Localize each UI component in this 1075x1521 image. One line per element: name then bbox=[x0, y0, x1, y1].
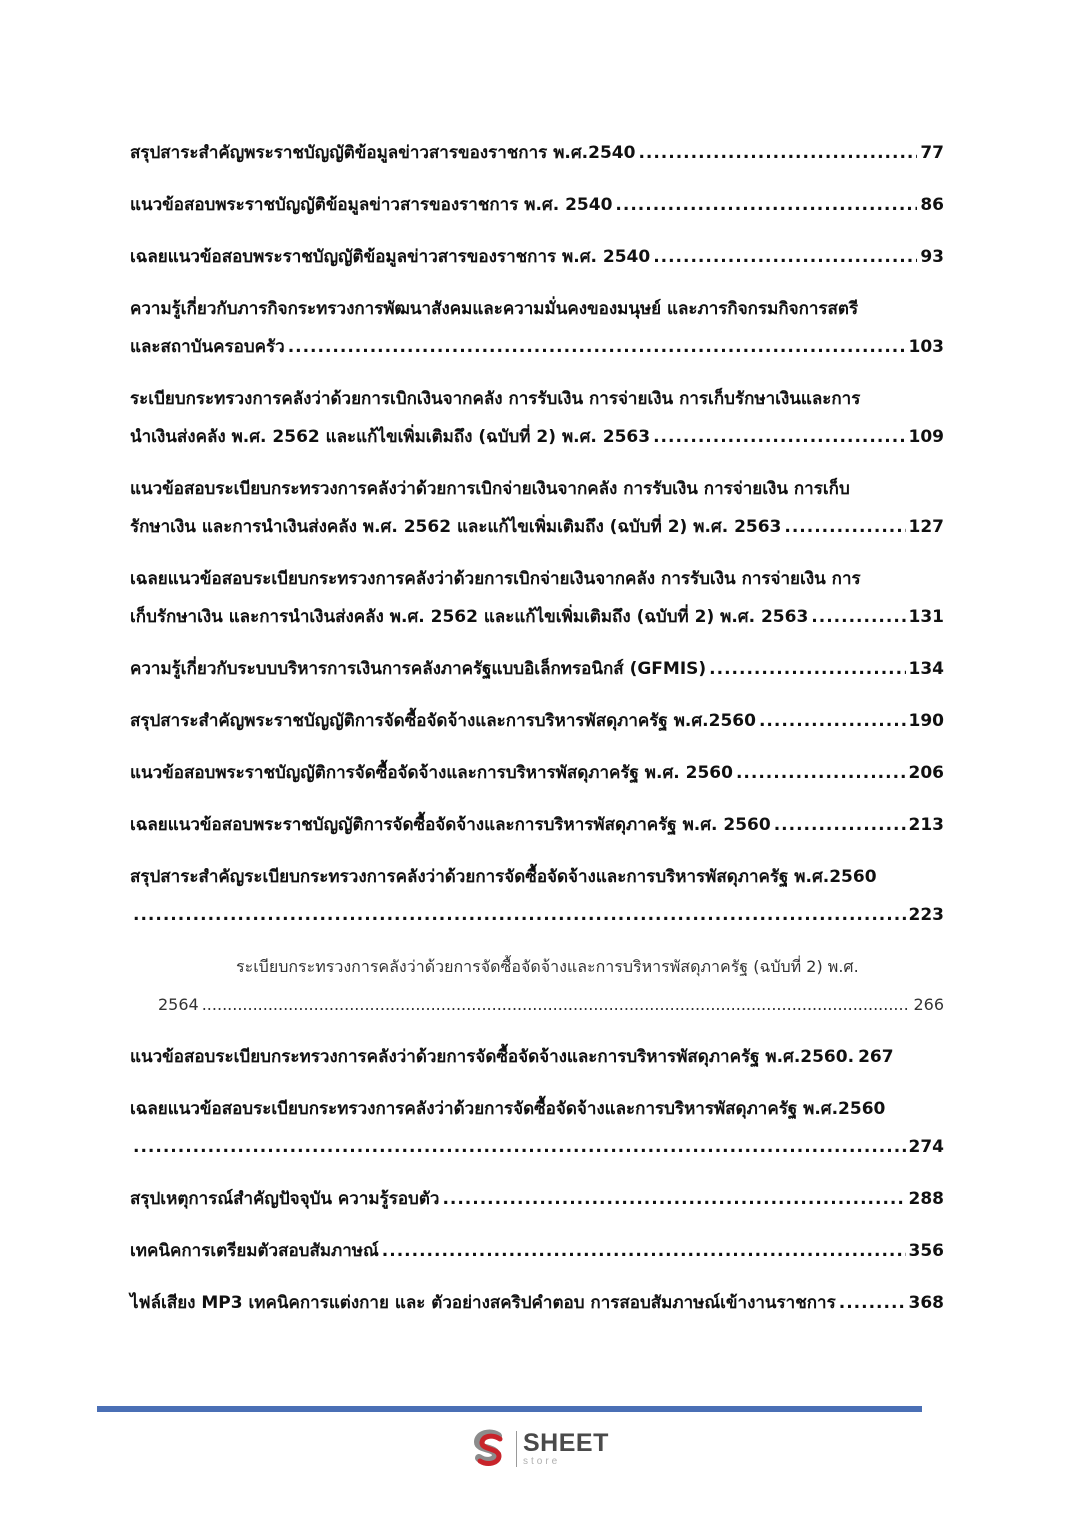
toc-page-number: 213 bbox=[908, 815, 944, 835]
toc-entry-title: สรุปเหตุการณ์สำคัญปัจจุบัน ความรู้รอบตัว bbox=[130, 1189, 440, 1209]
logo-divider bbox=[516, 1431, 517, 1467]
toc-page-number: 356 bbox=[908, 1241, 944, 1261]
toc-page-number: 223 bbox=[908, 905, 944, 925]
toc-page-number: 134 bbox=[908, 659, 944, 679]
toc-entry[interactable] bbox=[130, 186, 944, 224]
toc-entry[interactable] bbox=[130, 858, 944, 934]
toc-page-number: 190 bbox=[908, 711, 944, 731]
toc-entry-title-line2: 2564 bbox=[158, 995, 199, 1014]
toc-entry-title: แนวข้อสอบพระราชบัญญัติข้อมูลข่าวสารของราชการ พ.ศ. 2540 bbox=[130, 195, 613, 215]
dot-leader bbox=[811, 598, 905, 636]
toc-entry-title: เฉลยแนวข้อสอบพระราชบัญญัติการจัดซื้อจัดจ้างและการบริหารพัสดุภาครัฐ พ.ศ. 2560 bbox=[130, 815, 771, 835]
dot-leader bbox=[202, 986, 911, 1024]
dot-leader bbox=[382, 1232, 906, 1270]
dot-leader bbox=[784, 508, 905, 546]
toc-page-number: 103 bbox=[908, 337, 944, 357]
toc-entry-title-line2: เก็บรักษาเงิน และการนำเงินส่งคลัง พ.ศ. 2562 และแก้ไขเพิ่มเติมถึง (ฉบับที่ 2) พ.ศ. 2563 bbox=[130, 607, 809, 627]
dot-leader bbox=[615, 186, 917, 224]
toc-entry[interactable] bbox=[130, 650, 944, 688]
toc-page-number: 77 bbox=[920, 143, 944, 163]
toc-page-number: 131 bbox=[908, 607, 944, 627]
dot-leader bbox=[653, 418, 905, 456]
toc-entry-title: สรุปสาระสำคัญพระราชบัญญัติการจัดซื้อจัดจ้างและการบริหารพัสดุภาครัฐ พ.ศ.2560 bbox=[130, 711, 756, 731]
toc-entry-title-line1: ระเบียบกระทรวงการคลังว่าด้วยการเบิกเงินจากคลัง การรับเงิน การจ่ายเงิน การเก็บรักษาเงินและการ bbox=[130, 389, 861, 409]
toc-page-number: 127 bbox=[908, 517, 944, 537]
toc-entry-title-line1: สรุปสาระสำคัญระเบียบกระทรวงการคลังว่าด้วยการจัดซื้อจัดจ้างและการบริหารพัสดุภาครัฐ พ.ศ.2560 bbox=[130, 867, 877, 887]
toc-entry-title-line1: เฉลยแนวข้อสอบระเบียบกระทรวงการคลังว่าด้วยการจัดซื้อจัดจ้างและการบริหารพัสดุภาครัฐ พ.ศ.2560 bbox=[130, 1099, 886, 1119]
dot-leader bbox=[709, 650, 905, 688]
toc-entry-title: สรุปสาระสำคัญพระราชบัญญัติข้อมูลข่าวสารของราชการ พ.ศ.2540 bbox=[130, 143, 636, 163]
toc-entry-title: เทคนิคการเตรียมตัวสอบสัมภาษณ์ bbox=[130, 1241, 379, 1261]
toc-entry[interactable] bbox=[130, 134, 944, 172]
toc-entry-title: ไฟล์เสียง MP3 เทคนิคการแต่งกาย และ ตัวอย่างสคริปคำตอบ การสอบสัมภาษณ์เข้างานราชการ bbox=[130, 1293, 836, 1313]
toc-entry-title: ความรู้เกี่ยวกับระบบบริหารการเงินการคลังภาครัฐแบบอิเล็กทรอนิกส์ (GFMIS) bbox=[130, 659, 707, 679]
toc-entry[interactable] bbox=[130, 1038, 944, 1076]
toc-entry[interactable] bbox=[130, 560, 944, 636]
logo-brand-sub: store bbox=[523, 1456, 561, 1467]
sheet-store-logo bbox=[468, 1428, 609, 1470]
toc-page-number: 267 bbox=[858, 1047, 894, 1067]
logo-text bbox=[523, 1431, 609, 1467]
toc-entry-title-line2: นำเงินส่งคลัง พ.ศ. 2562 และแก้ไขเพิ่มเติมถึง (ฉบับที่ 2) พ.ศ. 2563 bbox=[130, 427, 651, 447]
toc-page-number: 206 bbox=[908, 763, 944, 783]
toc-entry-title-line1: ความรู้เกี่ยวกับภารกิจกระทรวงการพัฒนาสังคมและความมั่นคงของมนุษย์ และภารกิจกรมกิจการสตรี bbox=[130, 299, 859, 319]
dot-leader bbox=[442, 1180, 905, 1218]
toc-entry[interactable] bbox=[130, 238, 944, 276]
toc-entry[interactable] bbox=[130, 1180, 944, 1218]
toc-entry-title-line1: เฉลยแนวข้อสอบระเบียบกระทรวงการคลังว่าด้วยการเบิกจ่ายเงินจากคลัง การรับเงิน การจ่ายเงิน การ bbox=[130, 569, 861, 589]
dot-leader bbox=[839, 1284, 906, 1322]
toc-entry[interactable] bbox=[130, 380, 944, 456]
toc-entry[interactable] bbox=[130, 702, 944, 740]
toc-entry[interactable] bbox=[130, 1090, 944, 1166]
logo-brand: SHEET bbox=[523, 1429, 609, 1457]
dot-leader bbox=[759, 702, 906, 740]
toc-entry[interactable] bbox=[130, 754, 944, 792]
toc-entry[interactable] bbox=[130, 1232, 944, 1270]
toc-entry-title: เฉลยแนวข้อสอบพระราชบัญญัติข้อมูลข่าวสารของราชการ พ.ศ. 2540 bbox=[130, 247, 651, 267]
toc-entry-title-line1: แนวข้อสอบระเบียบกระทรวงการคลังว่าด้วยการเบิกจ่ายเงินจากคลัง การรับเงิน การจ่ายเงิน การเก็บ bbox=[130, 479, 850, 499]
toc-page-number: 274 bbox=[908, 1137, 944, 1157]
toc-page-number: 266 bbox=[913, 995, 944, 1014]
table-of-contents bbox=[130, 134, 944, 1336]
toc-page-number: 86 bbox=[920, 195, 944, 215]
dot-leader bbox=[774, 806, 906, 844]
toc-entry-title-line1: ระเบียบกระทรวงการคลังว่าด้วยการจัดซื้อจัดจ้างและการบริหารพัสดุภาครัฐ (ฉบับที่ 2) พ.ศ. bbox=[236, 957, 859, 976]
toc-entry-title-line2: และสถาบันครอบครัว bbox=[130, 337, 285, 357]
dot-leader bbox=[638, 134, 917, 172]
toc-entry[interactable] bbox=[130, 290, 944, 366]
footer-divider-bar bbox=[97, 1406, 922, 1412]
toc-page-number: 368 bbox=[908, 1293, 944, 1313]
toc-subentry[interactable] bbox=[130, 948, 944, 1024]
toc-entry-title: แนวข้อสอบพระราชบัญญัติการจัดซื้อจัดจ้างและการบริหารพัสดุภาครัฐ พ.ศ. 2560 bbox=[130, 763, 733, 783]
toc-page-number: 109 bbox=[908, 427, 944, 447]
toc-entry-title: แนวข้อสอบระเบียบกระทรวงการคลังว่าด้วยการจัดซื้อจัดจ้างและการบริหารพัสดุภาครัฐ พ.ศ.2560. bbox=[130, 1047, 855, 1067]
sheet-store-logo-icon bbox=[468, 1428, 510, 1470]
dot-leader bbox=[288, 328, 906, 366]
toc-entry-title-line2: รักษาเงิน และการนำเงินส่งคลัง พ.ศ. 2562 และแก้ไขเพิ่มเติมถึง (ฉบับที่ 2) พ.ศ. 2563 bbox=[130, 517, 782, 537]
toc-entry[interactable] bbox=[130, 806, 944, 844]
dot-leader bbox=[653, 238, 917, 276]
dot-leader bbox=[133, 896, 906, 934]
toc-entry[interactable] bbox=[130, 470, 944, 546]
dot-leader bbox=[736, 754, 906, 792]
toc-page-number: 288 bbox=[908, 1189, 944, 1209]
toc-entry[interactable] bbox=[130, 1284, 944, 1322]
toc-page-number: 93 bbox=[920, 247, 944, 267]
dot-leader bbox=[133, 1128, 906, 1166]
